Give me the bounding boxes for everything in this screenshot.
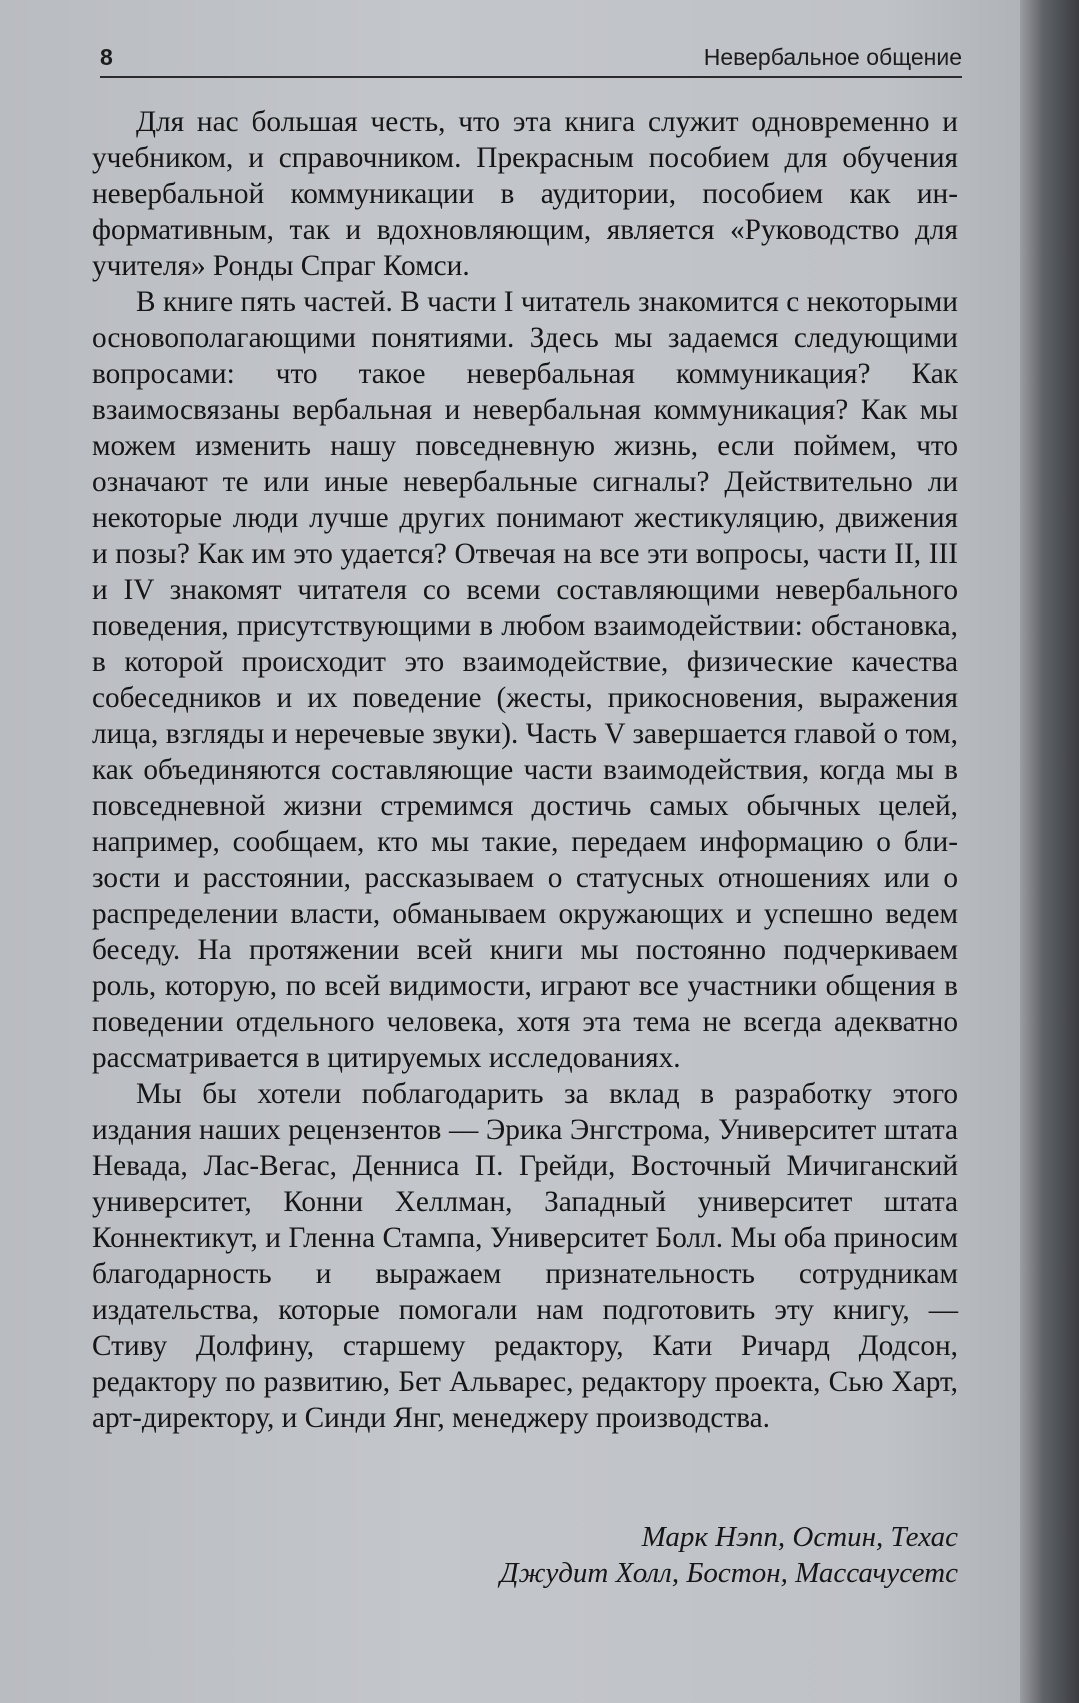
paragraph: Для нас большая честь, что эта книга служит одновременно и учебником, и справочником. Прекрасным пособием для обучения невербальной коммуникации в аудитории, пособием как информативным, так и вдохновляющим, является «Руководство для учителя» Ронды Спраг Комси. [92, 106, 958, 282]
paragraph: В книге пять частей. В части I читатель знакомится с некоторыми основополагающими понятиями. Здесь мы задаемся следующими вопросами: что такое невербальная коммуникация? Как взаимосвязаны вербальная и невербальная коммуникация? Как мы можем изменить нашу повседневную жизнь, если поймем, что означают те или иные невербальные сигналы? Действительно ли некоторые люди лучше других понимают жестикуляцию, движения и позы? Как им это удается? Отвечая на все эти вопросы, части II, III и IV знакомят читателя со всеми составляющими невербального поведения, присутствующими в любом взаимодействии: обстановка, в которой происходит это взаимодействие, физические качества собеседников и их поведение (жесты, прикосновения, выражения лица, взгляды и неречевые звуки). Часть V завершается главой о том, как объединяются составляющие части взаимодействия, когда мы в повседневной жизни стремимся достичь самых обычных целей, например, сообщаем, кто мы такие, передаем информацию о близости и расстоянии, рассказываем о статусных отношениях или о распределении власти, обманываем окружающих и успешно ведем беседу. На протяжении всей книги мы постоянно подчеркиваем роль, которую, по всей видимости, играют все участники общения в поведении отдельного человека, хотя эта тема не всегда адекватно рассматривается в цитируемых исследованиях. [92, 286, 958, 1074]
signature-line: Марк Нэпп, Остин, Техас [641, 1521, 958, 1553]
signatures [92, 1519, 958, 1591]
page-number: 8 [100, 44, 113, 70]
body-text [92, 104, 958, 1436]
page-header [100, 40, 962, 78]
paragraph: Мы бы хотели поблагодарить за вклад в разработку этого издания наших рецензентов — Эрика Энгстрома, Университет штата Невада, Лас-Вегас, Денниса П. Грейди, Восточный Мичиганский университет, Конни Хеллман, Западный университет штата Коннектикут, и Гленна Стампа, Университет Болл. Мы оба приносим благодарность и выражаем признательность сотрудникам издательства, которые помогали нам подготовить эту книгу, — Стиву Долфину, старшему редактору, Кати Ричард Додсон, редактору по развитию, Бет Альварес, редактору проекта, Сью Харт, арт-директору, и Синди Янг, менеджеру производства. [92, 1078, 958, 1434]
running-head: Невербальное общение [703, 44, 962, 70]
book-spine-shadow [1020, 0, 1079, 1703]
signature-line: Джудит Холл, Бостон, Массачусетс [500, 1557, 958, 1589]
